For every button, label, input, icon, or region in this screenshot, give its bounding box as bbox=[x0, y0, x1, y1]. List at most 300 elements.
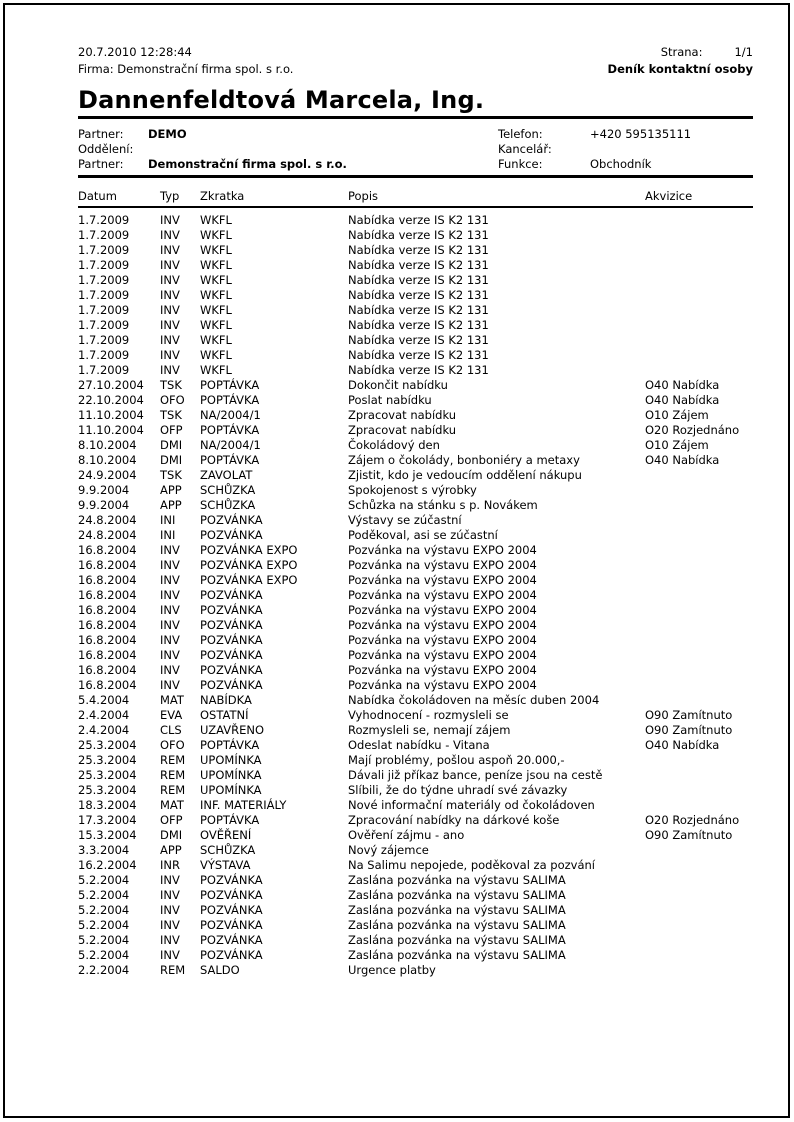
cell-popis: Dávali již příkaz bance, peníze jsou na cestě bbox=[348, 768, 603, 782]
cell-datum: 17.3.2004 bbox=[78, 813, 137, 827]
cell-akvizice bbox=[645, 693, 753, 708]
cell-zkratka: INF. MATERIÁLY bbox=[200, 798, 287, 812]
cell-popis: Poslat nabídku bbox=[348, 393, 432, 407]
cell-zkratka: POPTÁVKA bbox=[200, 738, 260, 752]
cell-akvizice bbox=[645, 798, 753, 813]
cell-typ: INV bbox=[160, 618, 180, 632]
table-row bbox=[78, 378, 753, 393]
cell-popis: Nabídka verze IS K2 131 bbox=[348, 273, 489, 287]
table-row bbox=[78, 288, 753, 303]
cell-typ: OFP bbox=[160, 813, 183, 827]
cell-typ: INI bbox=[160, 528, 176, 542]
info-row-2 bbox=[78, 142, 753, 157]
table-row bbox=[78, 498, 753, 513]
table-row bbox=[78, 513, 753, 528]
table-row bbox=[78, 633, 753, 648]
cell-typ: INV bbox=[160, 258, 180, 272]
cell-typ: INV bbox=[160, 678, 180, 692]
cell-typ: OFP bbox=[160, 423, 183, 437]
cell-typ: APP bbox=[160, 498, 182, 512]
cell-typ: INV bbox=[160, 933, 180, 947]
cell-akvizice bbox=[645, 303, 753, 318]
cell-akvizice bbox=[645, 918, 753, 933]
cell-datum: 1.7.2009 bbox=[78, 213, 130, 227]
cell-popis: Odeslat nabídku - Vitana bbox=[348, 738, 490, 752]
cell-popis: Zaslána pozvánka na výstavu SALIMA bbox=[348, 888, 566, 902]
cell-typ: INV bbox=[160, 333, 180, 347]
table-row bbox=[78, 603, 753, 618]
cell-typ: REM bbox=[160, 753, 186, 767]
cell-typ: REM bbox=[160, 963, 186, 977]
cell-typ: MAT bbox=[160, 693, 184, 707]
cell-typ: TSK bbox=[160, 378, 182, 392]
cell-datum: 16.8.2004 bbox=[78, 663, 137, 677]
cell-datum: 16.8.2004 bbox=[78, 678, 137, 692]
cell-popis: Zaslána pozvánka na výstavu SALIMA bbox=[348, 873, 566, 887]
cell-popis: Spokojenost s výrobky bbox=[348, 483, 477, 497]
cell-datum: 1.7.2009 bbox=[78, 243, 130, 257]
cell-akvizice bbox=[645, 903, 753, 918]
table-row bbox=[78, 948, 753, 963]
cell-typ: APP bbox=[160, 843, 182, 857]
cell-zkratka: POZVÁNKA bbox=[200, 618, 263, 632]
table-row bbox=[78, 348, 753, 363]
cell-typ: INV bbox=[160, 903, 180, 917]
table-row bbox=[78, 528, 753, 543]
table-row bbox=[78, 393, 753, 408]
cell-zkratka: POZVÁNKA bbox=[200, 888, 263, 902]
cell-datum: 5.2.2004 bbox=[78, 933, 130, 947]
cell-zkratka: WKFL bbox=[200, 288, 232, 302]
column-header-zkratka: Zkratka bbox=[200, 189, 245, 203]
firm-line: Firma: Demonstrační firma spol. s r.o. bbox=[78, 62, 294, 76]
cell-akvizice bbox=[645, 273, 753, 288]
cell-zkratka: POZVÁNKA bbox=[200, 663, 263, 677]
cell-datum: 22.10.2004 bbox=[78, 393, 144, 407]
cell-akvizice bbox=[645, 213, 753, 228]
cell-datum: 1.7.2009 bbox=[78, 258, 130, 272]
cell-datum: 8.10.2004 bbox=[78, 453, 137, 467]
cell-akvizice bbox=[645, 678, 753, 693]
table-row bbox=[78, 723, 753, 738]
cell-typ: INV bbox=[160, 873, 180, 887]
table-row bbox=[78, 903, 753, 918]
cell-zkratka: WKFL bbox=[200, 243, 232, 257]
report-content bbox=[78, 44, 753, 978]
cell-typ: REM bbox=[160, 783, 186, 797]
cell-typ: INV bbox=[160, 318, 180, 332]
cell-zkratka: POZVÁNKA bbox=[200, 603, 263, 617]
cell-zkratka: OVĚŘENÍ bbox=[200, 828, 252, 842]
cell-zkratka: POZVÁNKA bbox=[200, 678, 263, 692]
partner-name-value: Demonstrační firma spol. s r.o. bbox=[148, 157, 347, 171]
table-row bbox=[78, 693, 753, 708]
cell-akvizice bbox=[645, 258, 753, 273]
cell-akvizice bbox=[645, 243, 753, 258]
cell-typ: INI bbox=[160, 513, 176, 527]
table-row bbox=[78, 438, 753, 453]
partner-name-label: Partner: bbox=[78, 157, 124, 171]
table-row bbox=[78, 678, 753, 693]
cell-popis: Nabídka verze IS K2 131 bbox=[348, 243, 489, 257]
cell-datum: 1.7.2009 bbox=[78, 303, 130, 317]
cell-popis: Zaslána pozvánka na výstavu SALIMA bbox=[348, 903, 566, 917]
cell-zkratka: UPOMÍNKA bbox=[200, 783, 262, 797]
cell-zkratka: POPTÁVKA bbox=[200, 813, 260, 827]
table-row bbox=[78, 918, 753, 933]
cell-zkratka: NA/2004/1 bbox=[200, 438, 261, 452]
cell-akvizice bbox=[645, 933, 753, 948]
cell-popis: Nabídka verze IS K2 131 bbox=[348, 288, 489, 302]
cell-akvizice bbox=[645, 543, 753, 558]
contact-name-title: Dannenfeldtová Marcela, Ing. bbox=[78, 87, 753, 119]
cell-zkratka: POZVÁNKA bbox=[200, 528, 263, 542]
table-row bbox=[78, 363, 753, 378]
cell-zkratka: POZVÁNKA bbox=[200, 648, 263, 662]
cell-zkratka: POPTÁVKA bbox=[200, 393, 260, 407]
cell-datum: 1.7.2009 bbox=[78, 318, 130, 332]
cell-popis: Výstavy se zúčastní bbox=[348, 513, 462, 527]
cell-typ: INV bbox=[160, 273, 180, 287]
cell-datum: 24.8.2004 bbox=[78, 513, 137, 527]
cell-zkratka: POPTÁVKA bbox=[200, 378, 260, 392]
cell-akvizice bbox=[645, 768, 753, 783]
cell-akvizice bbox=[645, 528, 753, 543]
cell-typ: OFO bbox=[160, 738, 185, 752]
cell-zkratka: POZVÁNKA bbox=[200, 948, 263, 962]
cell-popis: Na Salimu nepojede, poděkoval za pozvání bbox=[348, 858, 595, 872]
function-label: Funkce: bbox=[498, 157, 543, 171]
cell-datum: 11.10.2004 bbox=[78, 408, 144, 422]
cell-popis: Rozmysleli se, nemají zájem bbox=[348, 723, 511, 737]
table-row bbox=[78, 423, 753, 438]
cell-zkratka: VÝSTAVA bbox=[200, 858, 251, 872]
cell-zkratka: WKFL bbox=[200, 213, 232, 227]
table-row bbox=[78, 453, 753, 468]
cell-popis: Pozvánka na výstavu EXPO 2004 bbox=[348, 543, 537, 557]
cell-datum: 25.3.2004 bbox=[78, 783, 137, 797]
cell-zkratka: SCHŮZKA bbox=[200, 483, 256, 497]
cell-typ: INV bbox=[160, 573, 180, 587]
cell-popis: Nabídka verze IS K2 131 bbox=[348, 348, 489, 362]
cell-typ: DMI bbox=[160, 453, 183, 467]
partner-label: Partner: bbox=[78, 127, 124, 141]
cell-datum: 2.4.2004 bbox=[78, 708, 130, 722]
cell-zkratka: SCHŮZKA bbox=[200, 498, 256, 512]
cell-popis: Schůzka na stánku s p. Novákem bbox=[348, 498, 538, 512]
cell-akvizice: O10 Zájem bbox=[645, 438, 709, 452]
table-row bbox=[78, 318, 753, 333]
cell-typ: CLS bbox=[160, 723, 182, 737]
cell-akvizice: O90 Zamítnuto bbox=[645, 828, 733, 842]
table-row bbox=[78, 213, 753, 228]
cell-zkratka: POZVÁNKA EXPO bbox=[200, 573, 298, 587]
table-row bbox=[78, 708, 753, 723]
cell-popis: Zpracování nabídky na dárkové koše bbox=[348, 813, 560, 827]
table-row bbox=[78, 963, 753, 978]
table-row bbox=[78, 243, 753, 258]
table-row bbox=[78, 888, 753, 903]
cell-typ: INV bbox=[160, 288, 180, 302]
cell-akvizice bbox=[645, 333, 753, 348]
cell-popis: Nabídka čokoládoven na měsíc duben 2004 bbox=[348, 693, 600, 707]
cell-akvizice bbox=[645, 663, 753, 678]
cell-popis: Zaslána pozvánka na výstavu SALIMA bbox=[348, 918, 566, 932]
cell-typ: INV bbox=[160, 363, 180, 377]
cell-typ: INV bbox=[160, 603, 180, 617]
cell-akvizice: O40 Nabídka bbox=[645, 453, 720, 467]
header-line-1 bbox=[78, 44, 753, 61]
cell-zkratka: POZVÁNKA bbox=[200, 918, 263, 932]
cell-typ: OFO bbox=[160, 393, 185, 407]
cell-akvizice bbox=[645, 858, 753, 873]
cell-zkratka: SCHŮZKA bbox=[200, 843, 256, 857]
cell-zkratka: OSTATNÍ bbox=[200, 708, 249, 722]
header-line-2 bbox=[78, 61, 753, 78]
table-row bbox=[78, 768, 753, 783]
cell-akvizice bbox=[645, 558, 753, 573]
table-row bbox=[78, 738, 753, 753]
cell-datum: 1.7.2009 bbox=[78, 273, 130, 287]
cell-akvizice: O10 Zájem bbox=[645, 408, 709, 422]
cell-popis: Nabídka verze IS K2 131 bbox=[348, 228, 489, 242]
cell-typ: INV bbox=[160, 588, 180, 602]
cell-popis: Nový zájemce bbox=[348, 843, 429, 857]
cell-akvizice bbox=[645, 483, 753, 498]
page-indicator bbox=[661, 44, 753, 61]
cell-datum: 15.3.2004 bbox=[78, 828, 137, 842]
info-row-1 bbox=[78, 127, 753, 142]
cell-zkratka: POZVÁNKA bbox=[200, 588, 263, 602]
column-header-akvizice: Akvizice bbox=[645, 189, 693, 203]
cell-typ: INV bbox=[160, 648, 180, 662]
cell-typ: REM bbox=[160, 768, 186, 782]
cell-akvizice: O20 Rozjednáno bbox=[645, 423, 740, 437]
cell-datum: 1.7.2009 bbox=[78, 228, 130, 242]
cell-datum: 24.8.2004 bbox=[78, 528, 137, 542]
table-row bbox=[78, 258, 753, 273]
cell-typ: INV bbox=[160, 543, 180, 557]
cell-popis: Zpracovat nabídku bbox=[348, 423, 457, 437]
cell-datum: 16.8.2004 bbox=[78, 573, 137, 587]
cell-zkratka: WKFL bbox=[200, 228, 232, 242]
table-row bbox=[78, 828, 753, 843]
cell-popis: Ověření zájmu - ano bbox=[348, 828, 465, 842]
department-label: Oddělení: bbox=[78, 142, 134, 156]
cell-datum: 1.7.2009 bbox=[78, 363, 130, 377]
cell-datum: 5.2.2004 bbox=[78, 918, 130, 932]
info-row-3 bbox=[78, 157, 753, 172]
cell-popis: Slíbili, že do týdne uhradí své závazky bbox=[348, 783, 568, 797]
cell-popis: Poděkoval, asi se zúčastní bbox=[348, 528, 498, 542]
cell-typ: INV bbox=[160, 228, 180, 242]
cell-akvizice bbox=[645, 618, 753, 633]
cell-datum: 16.8.2004 bbox=[78, 603, 137, 617]
table-row bbox=[78, 408, 753, 423]
cell-popis: Pozvánka na výstavu EXPO 2004 bbox=[348, 603, 537, 617]
cell-datum: 25.3.2004 bbox=[78, 768, 137, 782]
cell-popis: Nabídka verze IS K2 131 bbox=[348, 258, 489, 272]
table-row bbox=[78, 558, 753, 573]
column-header-popis: Popis bbox=[348, 189, 379, 203]
cell-zkratka: NA/2004/1 bbox=[200, 408, 261, 422]
cell-zkratka: WKFL bbox=[200, 348, 232, 362]
cell-popis: Zjistit, kdo je vedoucím oddělení nákupu bbox=[348, 468, 582, 482]
cell-akvizice: O20 Rozjednáno bbox=[645, 813, 740, 827]
cell-akvizice bbox=[645, 888, 753, 903]
cell-zkratka: POZVÁNKA bbox=[200, 513, 263, 527]
cell-datum: 16.2.2004 bbox=[78, 858, 137, 872]
cell-popis: Pozvánka na výstavu EXPO 2004 bbox=[348, 678, 537, 692]
cell-datum: 25.3.2004 bbox=[78, 753, 137, 767]
cell-zkratka: WKFL bbox=[200, 258, 232, 272]
cell-popis: Mají problémy, pošlou aspoň 20.000,- bbox=[348, 753, 565, 767]
cell-popis: Zaslána pozvánka na výstavu SALIMA bbox=[348, 933, 566, 947]
cell-typ: MAT bbox=[160, 798, 184, 812]
cell-akvizice: O90 Zamítnuto bbox=[645, 708, 733, 722]
cell-typ: INV bbox=[160, 558, 180, 572]
cell-datum: 16.8.2004 bbox=[78, 558, 137, 572]
cell-datum: 2.4.2004 bbox=[78, 723, 130, 737]
cell-datum: 1.7.2009 bbox=[78, 288, 130, 302]
cell-datum: 8.10.2004 bbox=[78, 438, 137, 452]
cell-zkratka: POZVÁNKA EXPO bbox=[200, 558, 298, 572]
cell-typ: INV bbox=[160, 348, 180, 362]
cell-datum: 24.9.2004 bbox=[78, 468, 137, 482]
table-row bbox=[78, 753, 753, 768]
column-header-typ: Typ bbox=[160, 189, 180, 203]
cell-akvizice bbox=[645, 513, 753, 528]
table-row bbox=[78, 468, 753, 483]
table-row bbox=[78, 573, 753, 588]
cell-popis: Urgence platby bbox=[348, 963, 436, 977]
office-value bbox=[590, 142, 753, 157]
office-label: Kancelář: bbox=[498, 142, 552, 156]
cell-akvizice: O40 Nabídka bbox=[645, 393, 720, 407]
cell-akvizice bbox=[645, 498, 753, 513]
page-label: Strana: bbox=[660, 45, 703, 59]
table-row bbox=[78, 333, 753, 348]
cell-datum: 1.7.2009 bbox=[78, 348, 130, 362]
cell-datum: 16.8.2004 bbox=[78, 588, 137, 602]
cell-zkratka: WKFL bbox=[200, 318, 232, 332]
cell-popis: Nabídka verze IS K2 131 bbox=[348, 318, 489, 332]
cell-datum: 5.2.2004 bbox=[78, 903, 130, 917]
cell-akvizice bbox=[645, 873, 753, 888]
cell-akvizice: O40 Nabídka bbox=[645, 378, 720, 392]
cell-datum: 2.2.2004 bbox=[78, 963, 130, 977]
cell-akvizice: O90 Zamítnuto bbox=[645, 723, 733, 737]
cell-typ: TSK bbox=[160, 408, 182, 422]
cell-popis: Čokoládový den bbox=[348, 438, 440, 452]
cell-datum: 9.9.2004 bbox=[78, 483, 130, 497]
cell-akvizice bbox=[645, 948, 753, 963]
cell-akvizice bbox=[645, 348, 753, 363]
diary-table-body bbox=[78, 213, 753, 978]
cell-akvizice bbox=[645, 288, 753, 303]
table-row bbox=[78, 648, 753, 663]
cell-typ: TSK bbox=[160, 468, 182, 482]
cell-datum: 16.8.2004 bbox=[78, 633, 137, 647]
cell-typ: DMI bbox=[160, 828, 183, 842]
cell-akvizice bbox=[645, 228, 753, 243]
table-row bbox=[78, 273, 753, 288]
column-header-datum: Datum bbox=[78, 189, 117, 203]
cell-akvizice bbox=[645, 633, 753, 648]
cell-typ: INV bbox=[160, 633, 180, 647]
cell-datum: 1.7.2009 bbox=[78, 333, 130, 347]
cell-datum: 5.4.2004 bbox=[78, 693, 130, 707]
cell-datum: 11.10.2004 bbox=[78, 423, 144, 437]
cell-popis: Pozvánka na výstavu EXPO 2004 bbox=[348, 573, 537, 587]
cell-popis: Pozvánka na výstavu EXPO 2004 bbox=[348, 558, 537, 572]
cell-popis: Nabídka verze IS K2 131 bbox=[348, 303, 489, 317]
cell-zkratka: POPTÁVKA bbox=[200, 423, 260, 437]
cell-zkratka: WKFL bbox=[200, 363, 232, 377]
cell-zkratka: UPOMÍNKA bbox=[200, 753, 262, 767]
cell-typ: APP bbox=[160, 483, 182, 497]
cell-zkratka: POZVÁNKA bbox=[200, 933, 263, 947]
cell-zkratka: UPOMÍNKA bbox=[200, 768, 262, 782]
cell-zkratka: POZVÁNKA bbox=[200, 873, 263, 887]
table-row bbox=[78, 588, 753, 603]
cell-zkratka: NABÍDKA bbox=[200, 693, 252, 707]
cell-akvizice: O40 Nabídka bbox=[645, 738, 720, 752]
cell-typ: INV bbox=[160, 948, 180, 962]
cell-typ: INR bbox=[160, 858, 180, 872]
cell-typ: INV bbox=[160, 243, 180, 257]
cell-popis: Vyhodnocení - rozmysleli se bbox=[348, 708, 509, 722]
cell-zkratka: POZVÁNKA bbox=[200, 903, 263, 917]
cell-typ: DMI bbox=[160, 438, 183, 452]
table-row bbox=[78, 933, 753, 948]
partner-info-block bbox=[78, 127, 753, 178]
cell-typ: INV bbox=[160, 303, 180, 317]
table-row bbox=[78, 663, 753, 678]
table-row bbox=[78, 543, 753, 558]
cell-typ: INV bbox=[160, 888, 180, 902]
cell-zkratka: POPTÁVKA bbox=[200, 453, 260, 467]
print-datetime: 20.7.2010 12:28:44 bbox=[78, 45, 192, 59]
table-row bbox=[78, 483, 753, 498]
cell-datum: 3.3.2004 bbox=[78, 843, 130, 857]
table-row bbox=[78, 783, 753, 798]
cell-datum: 5.2.2004 bbox=[78, 888, 130, 902]
cell-akvizice bbox=[645, 318, 753, 333]
cell-popis: Nabídka verze IS K2 131 bbox=[348, 333, 489, 347]
table-row bbox=[78, 813, 753, 828]
cell-popis: Pozvánka na výstavu EXPO 2004 bbox=[348, 648, 537, 662]
cell-datum: 5.2.2004 bbox=[78, 873, 130, 887]
cell-datum: 16.8.2004 bbox=[78, 618, 137, 632]
cell-zkratka: WKFL bbox=[200, 303, 232, 317]
cell-zkratka: UZAVŘENO bbox=[200, 723, 265, 737]
table-row bbox=[78, 618, 753, 633]
table-row bbox=[78, 228, 753, 243]
cell-akvizice bbox=[645, 753, 753, 768]
cell-akvizice bbox=[645, 573, 753, 588]
cell-zkratka: ZAVOLAT bbox=[200, 468, 253, 482]
cell-zkratka: WKFL bbox=[200, 273, 232, 287]
cell-akvizice bbox=[645, 963, 753, 978]
cell-popis: Nabídka verze IS K2 131 bbox=[348, 363, 489, 377]
cell-datum: 27.10.2004 bbox=[78, 378, 144, 392]
cell-akvizice bbox=[645, 843, 753, 858]
cell-popis: Zaslána pozvánka na výstavu SALIMA bbox=[348, 948, 566, 962]
cell-zkratka: SALDO bbox=[200, 963, 240, 977]
cell-popis: Pozvánka na výstavu EXPO 2004 bbox=[348, 588, 537, 602]
cell-popis: Pozvánka na výstavu EXPO 2004 bbox=[348, 618, 537, 632]
